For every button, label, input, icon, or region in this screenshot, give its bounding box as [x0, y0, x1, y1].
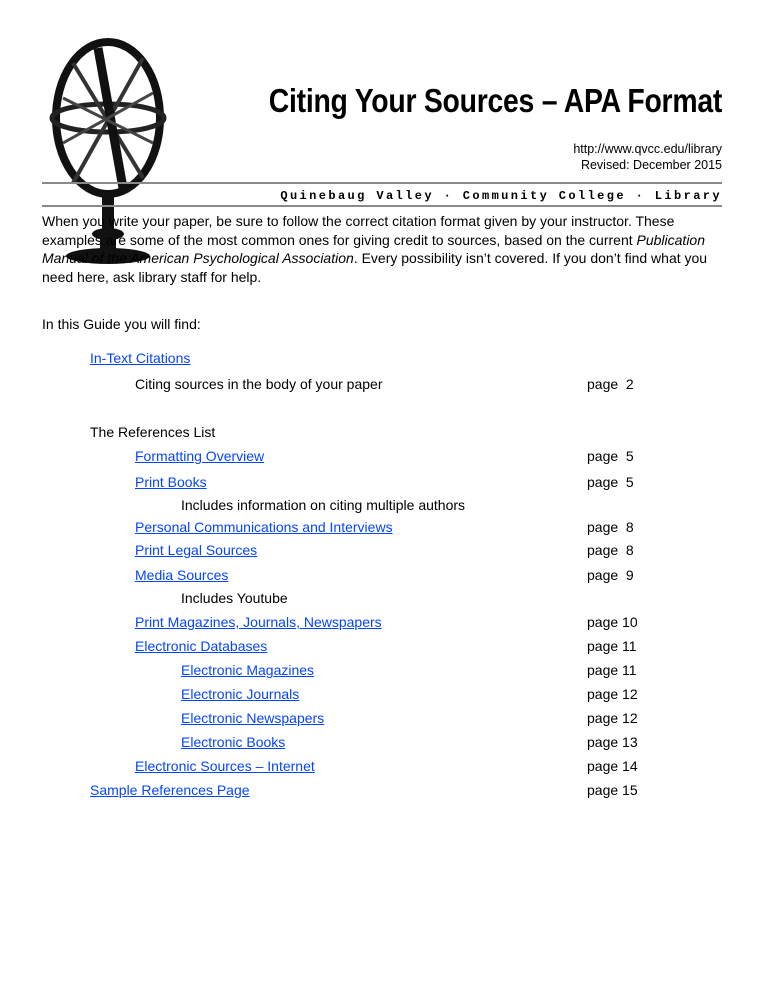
toc-page-number: page 5 — [587, 474, 634, 490]
header-rule-top — [42, 182, 722, 184]
toc-label: The References List — [90, 424, 216, 440]
toc-label: Citing sources in the body of your paper — [135, 376, 383, 392]
toc-label: Includes Youtube — [181, 590, 288, 606]
header-rule-bottom — [42, 205, 722, 207]
toc-page-number: page 8 — [587, 519, 634, 535]
toc-link[interactable]: Print Legal Sources — [135, 542, 258, 558]
toc-link[interactable]: Formatting Overview — [135, 448, 265, 464]
toc-link[interactable]: Electronic Journals — [181, 686, 300, 702]
manual-title: Publication Manual of the American Psychological Association — [42, 231, 706, 266]
toc-link[interactable]: Personal Communications and Interviews — [135, 519, 393, 535]
toc-link[interactable]: Print Books — [135, 474, 207, 490]
toc-link[interactable]: Electronic Newspapers — [181, 710, 325, 726]
toc-page-number: page 14 — [587, 758, 638, 774]
toc-link[interactable]: In-Text Citations — [90, 350, 191, 366]
toc-label: Includes information on citing multiple authors — [181, 497, 466, 513]
toc-link[interactable]: Electronic Sources – Internet — [135, 758, 315, 774]
intro-text: When you write your paper, be sure to follow the correct citation format given by your instructor. These examples are some of the most common ones for giving credit to sources, based on the current — [42, 213, 675, 248]
toc-page-number: page 12 — [587, 710, 638, 726]
toc-page-number: page 5 — [587, 448, 634, 464]
toc-page-number: page 11 — [587, 638, 637, 654]
intro-text-end: . Every possibility isn’t covered. If you don’t find what you need here, ask library staff for help. — [42, 250, 708, 285]
toc-page-number: page 9 — [587, 567, 634, 583]
toc-link[interactable]: Electronic Magazines — [181, 662, 315, 678]
library-url: http://www.qvcc.edu/library — [573, 142, 722, 156]
toc-link[interactable]: Electronic Databases — [135, 638, 268, 654]
guide-heading: In this Guide you will find: — [42, 316, 201, 332]
intro-paragraph — [42, 212, 732, 286]
toc-link[interactable]: Electronic Books — [181, 734, 286, 750]
toc-page-number: page 13 — [587, 734, 638, 750]
toc-link[interactable]: Print Magazines, Journals, Newspapers — [135, 614, 382, 630]
page-title: Citing Your Sources – APA Format — [268, 82, 722, 119]
toc-page-number: page 10 — [587, 614, 638, 630]
revised-date: Revised: December 2015 — [580, 158, 722, 172]
toc-link[interactable]: Media Sources — [135, 567, 229, 583]
college-name: Quinebaug Valley · Community College · Library — [280, 189, 722, 203]
toc-page-number: page 12 — [587, 686, 638, 702]
toc-link[interactable]: Sample References Page — [90, 782, 250, 798]
toc-page-number: page 11 — [587, 662, 637, 678]
toc-page-number: page 15 — [587, 782, 638, 798]
toc-page-number: page 2 — [587, 376, 634, 392]
toc-page-number: page 8 — [587, 542, 634, 558]
